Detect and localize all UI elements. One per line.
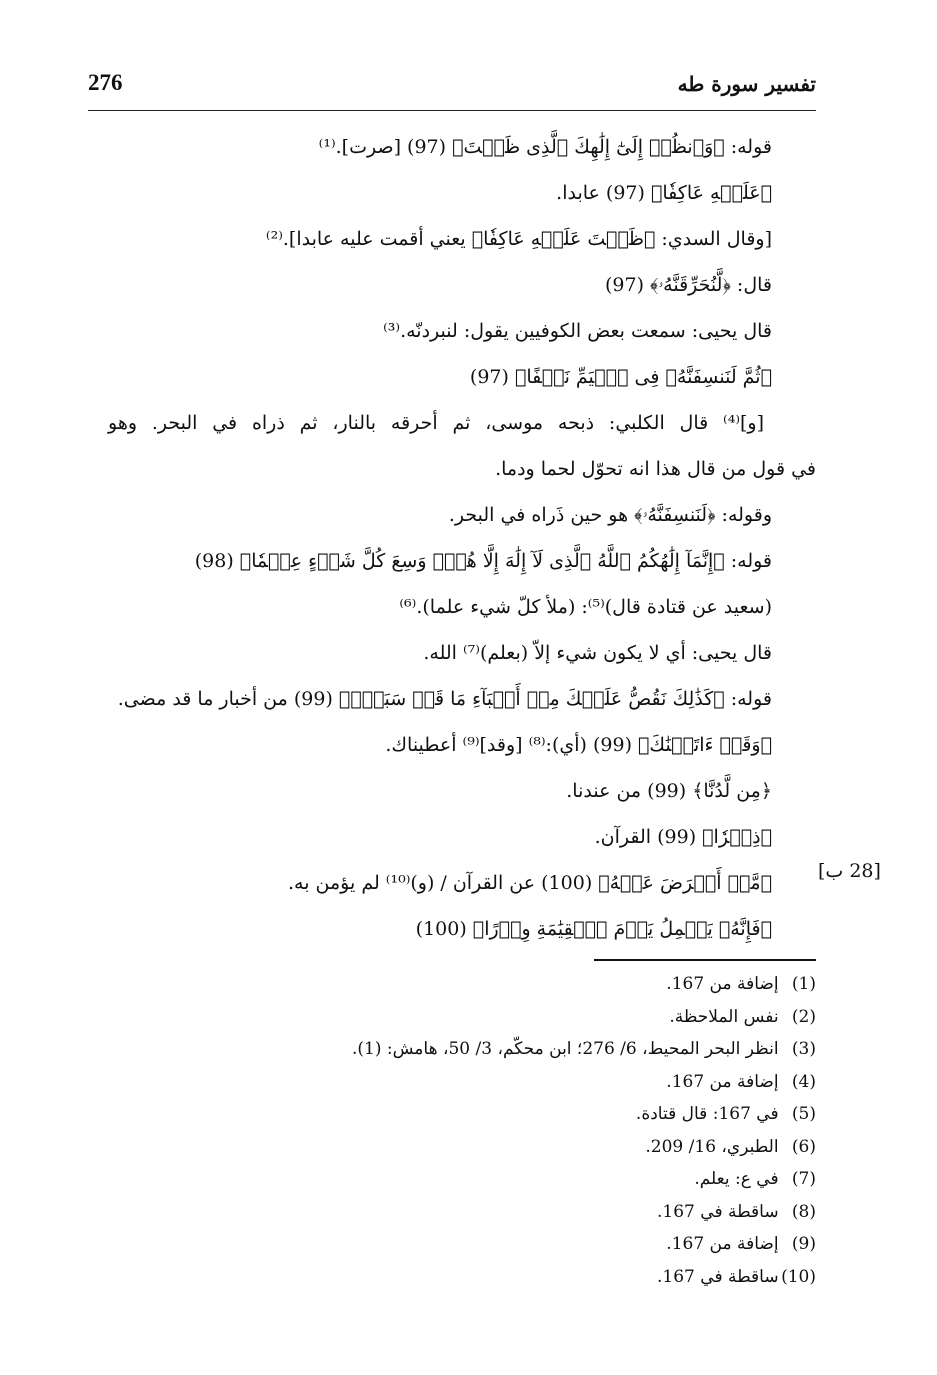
text-line: ﴿وَقَدۡ ءَاتَيۡنَٰكَ﴾ (99) (أي):⁽⁸⁾ [وقد]⁽⁹⁾ أعطيناك. (385, 734, 772, 756)
text-line: ﴿ثُمَّ لَنَنسِفَنَّهُۥ فِى ٱلۡيَمِّ نَسۡفًا﴾ (97) (469, 366, 772, 388)
text-line: [و]⁽⁴⁾ قال الكلبي: ذبحه موسى، ثم أحرقه بالنار، ثم ذراه في البحر. وهو (108, 412, 764, 434)
footnote (200, 1001, 816, 1034)
footnote-text: إضافة من 167. (666, 1234, 779, 1254)
text-line: ﴿مَّنۡ أَعۡرَضَ عَنۡهُ﴾ (100) عن القرآن / (و)⁽¹⁰⁾ لم يؤمن به. (287, 872, 772, 894)
text-line: ﴿فَإِنَّهُۥ يَحۡمِلُ يَوۡمَ ٱلۡقِيَٰمَةِ وِزۡرًا﴾ (100) (415, 918, 772, 940)
footnote-text: ساقطة في 167. (657, 1201, 779, 1222)
footnote-number: (1) (791, 974, 816, 994)
footnote-text: إضافة من 167. (666, 974, 779, 994)
page-header (88, 70, 816, 104)
footnote (200, 1033, 816, 1066)
text-line: وقوله: ﴿لَنَنسِفَنَّهُۥ﴾ هو حين ذَراه في البحر. (448, 504, 772, 526)
footnote-text: في 167: قال قتادة. (635, 1104, 779, 1124)
text-line: قال: ﴿لَّنُحَرِّقَنَّهُۥ﴾ (97) (604, 274, 772, 296)
footnote-text: ساقطة في 167. (657, 1266, 779, 1287)
footnote (200, 1196, 816, 1229)
text-line: قال يحيى: أي لا يكون شيء إلاّ (بعلم)⁽⁷⁾ الله. (423, 642, 772, 664)
footnote-number: (10) (781, 1266, 816, 1287)
footnote (200, 968, 816, 1001)
footnote-number: (3) (791, 1039, 816, 1059)
footnote-rule (594, 959, 816, 961)
text-line: ﴿عَلَيۡهِ عَاكِفٗا﴾ (97) عابدا. (556, 182, 772, 204)
footnote (200, 1261, 816, 1294)
footnote-number: (8) (791, 1201, 816, 1222)
footnote (200, 1228, 816, 1261)
footnote (200, 1163, 816, 1196)
margin-folio-note: [28 ب] (818, 860, 881, 882)
footnote (200, 1066, 816, 1099)
text-line: ﴿مِن لَّدُنَّا﴾ (99) من عندنا. (566, 780, 772, 802)
text-line: في قول من قال هذا انه تحوّل لحما ودما. (495, 458, 816, 480)
footnote-text: إضافة من 167. (666, 1071, 779, 1092)
footnote-number: (6) (791, 1136, 816, 1157)
text-line: [وقال السدي: ﴿ظَلۡتَ عَلَيۡهِ عَاكِفٗا﴾ يعني أقمت عليه عابدا].⁽²⁾ (265, 228, 772, 250)
footnote-text: نفس الملاحظة. (669, 1006, 779, 1027)
footnote-text: في ع: يعلم. (694, 1169, 779, 1189)
page-number: 276 (88, 70, 123, 95)
footnote-number: (2) (791, 1006, 816, 1027)
footnote-number: (9) (791, 1234, 816, 1254)
body-text (108, 124, 816, 952)
footnote-number: (7) (791, 1169, 816, 1189)
running-title: تفسير سورة طه (677, 72, 816, 96)
footnote-number: (4) (791, 1071, 816, 1092)
text-line: قال يحيى: سمعت بعض الكوفيين يقول: لنبردنّه.⁽³⁾ (383, 320, 772, 342)
text-line: قوله: ﴿كَذَٰلِكَ نَقُصُّ عَلَيۡكَ مِنۡ أَنۢبَآءِ مَا قَدۡ سَبَقَۚ﴾ (99) من أخبار ما قد مضى. (117, 688, 772, 710)
text-line: ﴿ذِكۡرٗا﴾ (99) القرآن. (594, 826, 772, 848)
footnote (200, 1131, 816, 1164)
text-line: (سعيد عن قتادة قال)⁽⁵⁾: (ملأ كلّ شيء علما).⁽⁶⁾ (399, 596, 772, 618)
footnote-text: الطبري، 16/ 209. (645, 1136, 779, 1157)
text-line: قوله: ﴿وَٱنظُرۡ إِلَىٰٓ إِلَٰهِكَ ٱلَّذِى ظَلۡتَ﴾ (97) [صرت].⁽¹⁾ (318, 136, 772, 158)
footnotes (200, 968, 816, 1293)
footnote-number: (5) (791, 1104, 816, 1124)
text-line: قوله: ﴿إِنَّمَآ إِلَٰهُكُمُ ٱللَّهُ ٱلَّذِى لَآ إِلَٰهَ إِلَّا هُوَۚ وَسِعَ كُلَّ شَىۡءٍ عِلۡمٗا﴾ (98) (194, 550, 772, 572)
footnote-text: انظر البحر المحيط، 6/ 276؛ ابن محكّم، 3/ 50، هامش: (1). (351, 1039, 779, 1059)
footnote (200, 1098, 816, 1131)
header-rule (88, 110, 816, 111)
